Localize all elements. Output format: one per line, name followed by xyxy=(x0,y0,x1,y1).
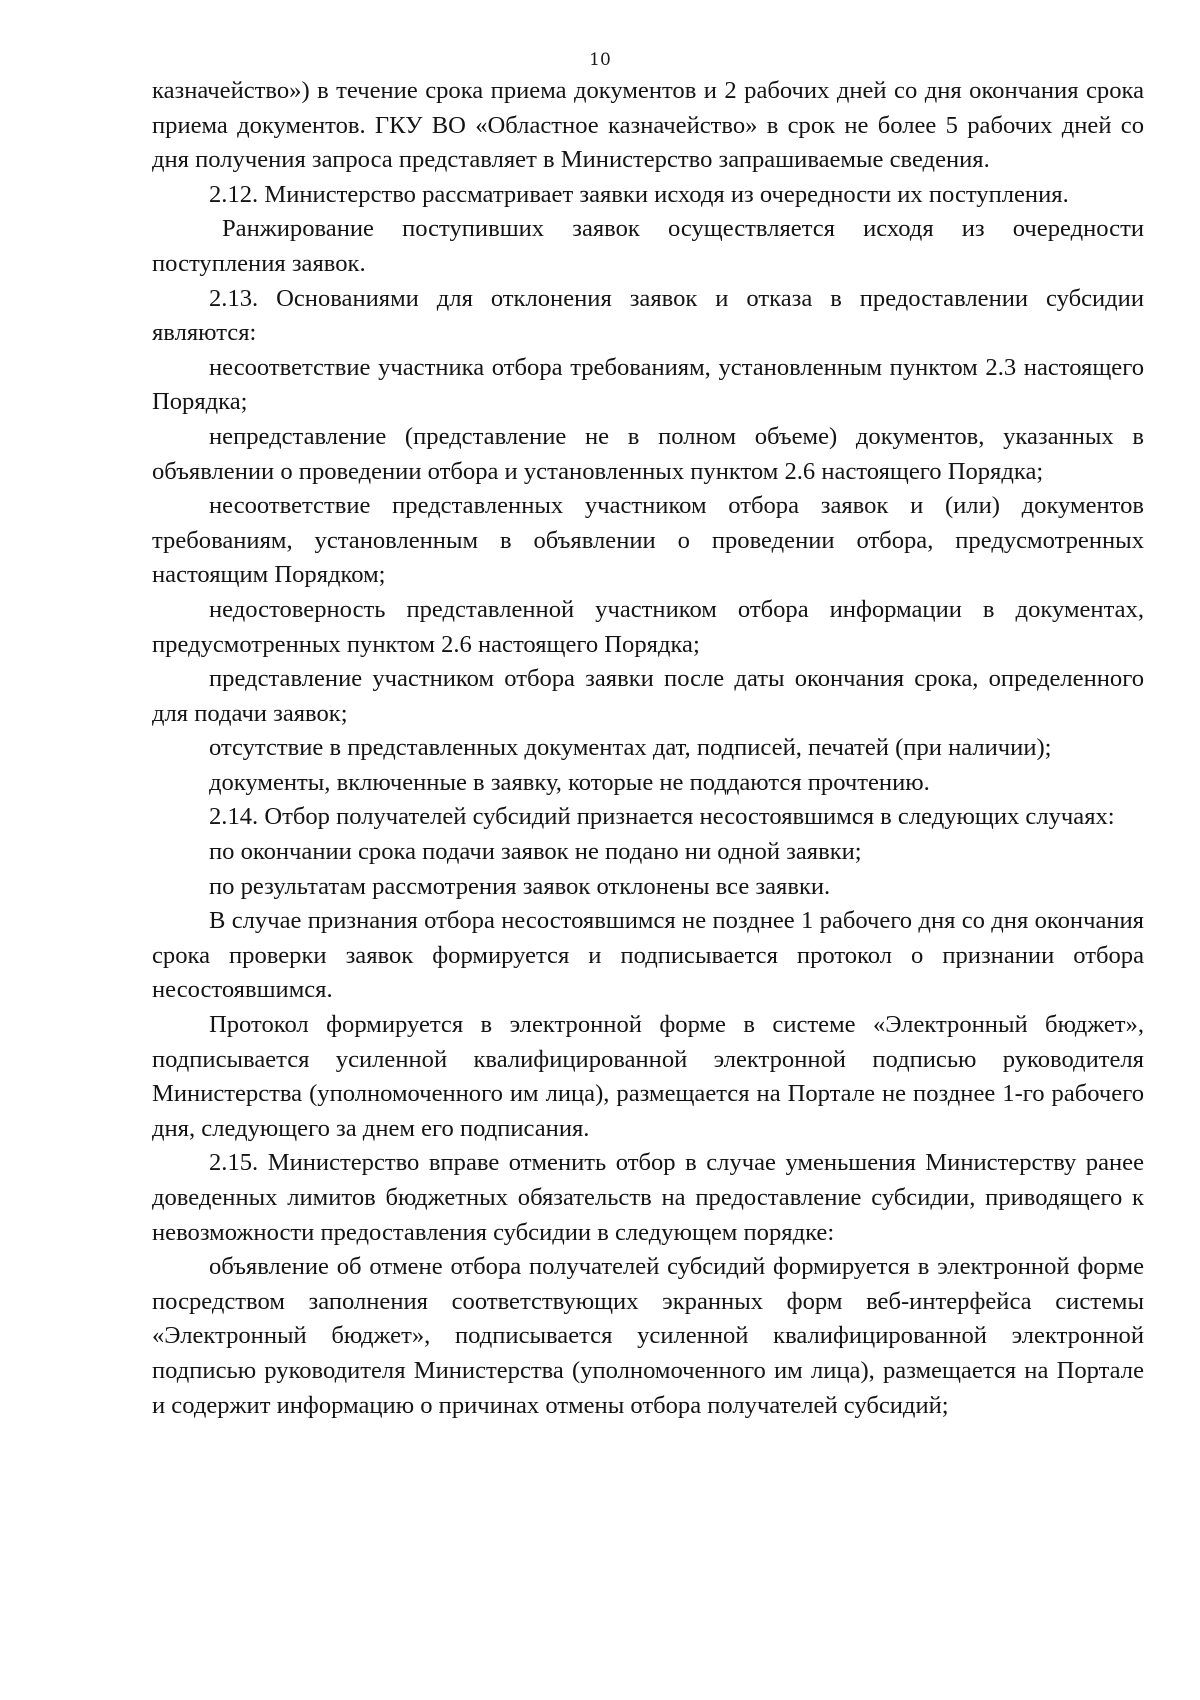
list-item-reason-3: несоответствие представленных участником отбора заявок и (или) документов требованиям, установленным в объявлении о проведении отбора, предусмотренных настоящим Порядком; xyxy=(152,492,1144,589)
paragraph-protocol-signing: В случае признания отбора несостоявшимся не позднее 1 рабочего дня со дня окончания срока проверки заявок формируется и подписывается протокол о признании отбора несостоявшимся. xyxy=(152,907,1144,1004)
list-item-reason-6: отсутствие в представленных документах дат, подписей, печатей (при наличии); xyxy=(209,734,1052,762)
list-item-reason-2: непредставление (представление не в полном объеме) документов, указанных в объявлении о проведении отбора и установленных пунктом 2.6 настоящего Порядка; xyxy=(152,422,1144,485)
list-item-reason-7: документы, включенные в заявку, которые не поддаются прочтению. xyxy=(209,768,930,796)
paragraph-continuation: казначейство») в течение срока приема документов и 2 рабочих дней со дня окончания срока приема документов. ГКУ ВО «Областное казначейство» в срок не более 5 рабочих дней со дня получения запроса представляет в Министерство запрашиваемые сведения. xyxy=(152,77,1144,174)
paragraph-2-14: 2.14. Отбор получателей субсидий признается несостоявшимся в следующих случаях: xyxy=(209,803,1115,831)
paragraph-2-12: 2.12. Министерство рассматривает заявки исходя из очередности их поступления. xyxy=(209,180,1069,208)
paragraph-2-15: 2.15. Министерство вправе отменить отбор в случае уменьшения Министерству ранее доведенных лимитов бюджетных обязательств на предоставление субсидии, приводящего к невозможности предоставления субсидии в следующем порядке: xyxy=(152,1149,1144,1246)
list-item-reason-4: недостоверность представленной участником отбора информации в документах, предусмотренных пунктом 2.6 настоящего Порядка; xyxy=(152,595,1144,658)
list-item-reason-1: несоответствие участника отбора требованиям, установленным пунктом 2.3 настоящего Порядка; xyxy=(152,353,1144,416)
list-item-case-1: по окончании срока подачи заявок не подано ни одной заявки; xyxy=(209,838,862,866)
list-item-case-2: по результатам рассмотрения заявок отклонены все заявки. xyxy=(209,872,831,900)
list-item-reason-5: представление участником отбора заявки после даты окончания срока, определенного для подачи заявок; xyxy=(152,665,1144,727)
paragraph-cancellation-notice: объявление об отмене отбора получателей субсидий формируется в электронной форме посредством заполнения соответствующих экранных форм веб-интерфейса системы «Электронный бюджет», подписывается усиленной квалифицированной электронной подписью руководителя Министерства (уполномоченного им лица), размещается на Портале и содержит информацию о причинах отмены отбора получателей субсидий; xyxy=(152,1253,1144,1419)
paragraph-protocol-form: Протокол формируется в электронной форме в системе «Электронный бюджет», подписывается усиленной квалифицированной электронной подписью руководителя Министерства (уполномоченного им лица), размещается на Портале не позднее 1-го рабочего дня, следующего за днем его подписания. xyxy=(152,1011,1144,1142)
page-number: 10 xyxy=(589,50,611,70)
paragraph-2-13: 2.13. Основаниями для отклонения заявок и отказа в предоставлении субсидии являются: xyxy=(152,284,1144,347)
paragraph-ranking: Ранжирование поступивших заявок осуществляется исходя из очередности поступления заявок. xyxy=(152,215,1144,277)
document-body xyxy=(152,74,1144,1423)
